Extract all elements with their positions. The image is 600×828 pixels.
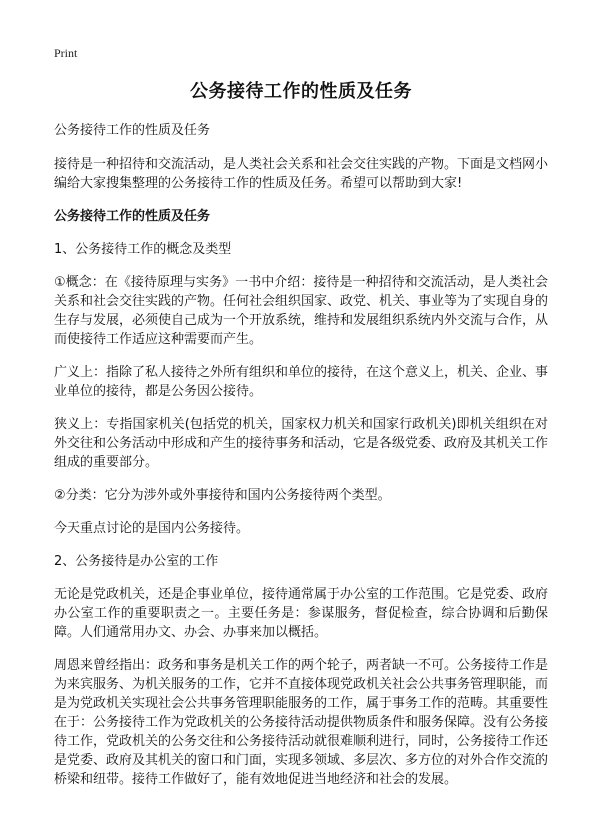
concept-paragraph: ①概念：在《接待原理与实务》一书中介绍：接待是一种招待和交流活动，是人类社会关系和社会交往实践的产物。任何社会组织国家、政党、机关、事业等为了实现自身的生存与发展，必须使自己成为一个开放系统，维持和发展组织系统内外交流与合作，从而使接待工作适应这种需要而产生。: [54, 275, 549, 347]
narrow-sense-paragraph: 狭义上：专指国家机关(包括党的机关，国家权力机关和国家行政机关)即机关组织在对外交往和公务活动中形成和产生的接待事务和活动，它是各级党委、政府及其机关工作组成的重要部分。: [54, 417, 549, 470]
section-heading: 公务接待工作的性质及任务: [54, 209, 211, 224]
broad-sense-paragraph: 广义上：指除了私人接待之外所有组织和单位的接待，在这个意义上，机关、企业、事业单位的接待，都是公务因公接待。: [54, 365, 549, 399]
zhou-enlai-paragraph: 周恩来曾经指出：政务和事务是机关工作的两个轮子，两者缺一不可。公务接待工作是为来宾服务、为机关服务的工作，它并不直接体现党政机关社会公共事务管理职能，而是为党政机关实现社会公共事务管理职能服务的工作，属于事务工作的范畴。其重要性在于：公务接待工作为党政机关的公务接待活动提供物质条件和服务保障。没有公务接待工作，党政机关的公务交往和公务接待活动就很难顺利进行，同时，公务接待工作还是党委、政府及其机关的窗口和门面，实现多领域、多层次、多方位的对外合作交流的桥梁和纽带。接待工作做好了，能有效地促进当地经济和社会的发展。: [54, 658, 549, 787]
office-paragraph: 无论是党政机关，还是企事业单位，接待通常属于办公室的工作范围。它是党委、政府办公室工作的重要职责之一。主要任务是：参谋服务，督促检查，综合协调和后勤保障。人们通常用办文、办会、办事来加以概括。: [54, 587, 549, 640]
page-title: 公务接待工作的性质及任务: [190, 81, 412, 102]
intro-paragraph: 接待是一种招待和交流活动，是人类社会关系和社会交往实践的产物。下面是文档网小编给大家搜集整理的公务接待工作的性质及任务。希望可以帮助到大家!: [54, 157, 549, 191]
subtitle: 公务接待工作的性质及任务: [54, 123, 211, 138]
sub-heading-concept: 1、公务接待工作的概念及类型: [54, 242, 232, 257]
focus-paragraph: 今天重点讨论的是国内公务接待。: [54, 521, 250, 536]
sub-heading-office: 2、公务接待是办公室的工作: [54, 554, 219, 569]
print-label[interactable]: Print: [54, 46, 78, 60]
category-paragraph: ②分类：它分为涉外或外事接待和国内公务接待两个类型。: [54, 488, 391, 503]
